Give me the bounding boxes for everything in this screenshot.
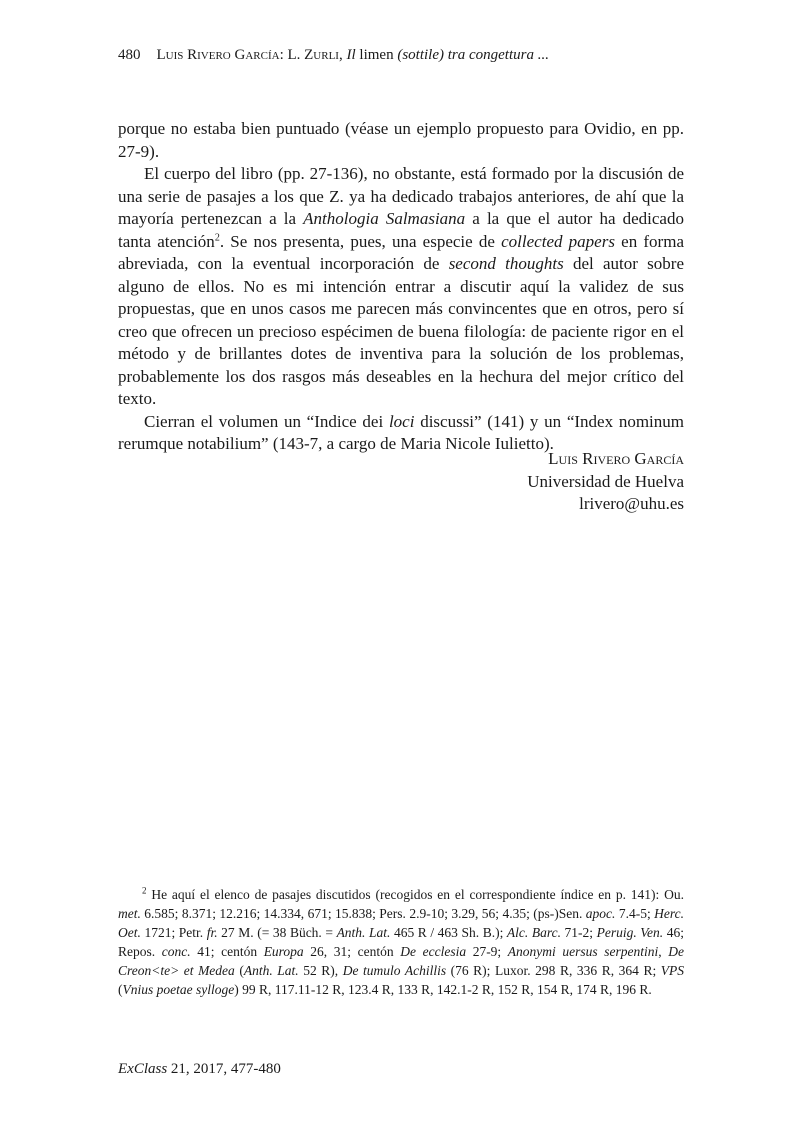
text-run: 41; centón [190,944,264,959]
signature-name: Luis Rivero García [548,449,684,468]
text-run: 6.585; 8.371; 12.216; 14.334, 671; 15.838; Pers. 2.9-10; 3.29, 56; 4.35; (ps-)Sen. [140,906,586,921]
text-run: , [658,944,669,959]
italic-ref: fr. [206,925,218,940]
footnote-marker: 2 [142,885,147,896]
italic-ref: Anth. Lat. [243,963,299,978]
signature-institution: Universidad de Huelva [527,471,684,491]
italic-ref: met. [118,906,141,921]
page-number: 480 [118,47,141,63]
text-run: 46; Repos. [118,925,684,959]
text-run: Cierran el volumen un “Indice dei [144,411,389,431]
paragraph-1 [118,118,684,163]
footnote-2 [118,885,684,999]
text-run: 27-9; [466,944,508,959]
text-run: ( [234,963,244,978]
text-run: a la que el autor ha dedicado tanta atención [118,209,684,251]
italic-title: Anthologia Salmasiana [303,209,466,228]
italic-ref: De tumulo Achillis [342,963,447,978]
text-run: . Se nos presenta, pues, una especie de [219,231,502,251]
text-run: ) 99 R, 117.11-12 R, 123.4 R, 133 R, 142.1-2 R, 152 R, 154 R, 174 R, 196 R. [234,982,652,997]
text-run: porque no estaba bien puntuado (véase un ejemplo propuesto para Ovidio, en pp. 27-9). [118,119,684,161]
footnote-reference[interactable]: 2 [214,231,220,243]
header-reviewed-author: L. Zurli [287,47,339,63]
text-run: 7.4-5; [615,906,655,921]
italic-ref: De ecclesia [400,944,467,959]
italic-ref: apoc. [585,906,616,921]
text-run: del autor sobre alguno de ellos. No es mi intención entrar a discutir aquí la validez de sus propuestas, que en unos casos me parecen más convincentes que en otros, pero sí creo que ofrecen un precioso espécimen de buena filología: de paciente rigor en el método y de brillantes dotes de inventiva para la solución de los problemas, probablemente los dos rasgos más deseables en la hechura del mejor crítico del texto. [118,254,684,408]
italic-phrase: collected papers [501,231,615,251]
header-title-word: limen [359,47,394,63]
text-run: discussi” (141) y un “Index nominum rerumque notabilium” (143-7, a cargo de Maria Nicole Iulietto). [118,411,684,453]
italic-ref: Peruig. Ven. [596,925,664,940]
journal-citation: 21, 2017, 477-480 [167,1061,281,1077]
journal-name: ExClass [118,1061,168,1077]
text-run: en forma abreviada, con la eventual incorporación de [118,231,684,273]
signature-email[interactable]: lrivero@uhu.es [579,494,684,513]
italic-word: loci [388,411,415,431]
text-run: 52 R), [298,963,343,978]
italic-ref: Anth. Lat. [336,925,391,940]
header-title-italic: Il [346,47,356,63]
italic-phrase: second thoughts [448,254,564,273]
text-run: (76 R); Luxor. 298 R, 336 R, 364 R; [446,963,661,978]
italic-ref: conc. [161,944,191,959]
text-run: He aquí el elenco de pasajes discutidos (recogidos en el correspondiente índice en p. 141): Ou. [146,887,684,902]
text-run: 26, 31; centón [303,944,401,959]
footnote [118,885,684,999]
header-title-tail: (sottile) tra congettura ... [397,47,549,63]
body-text [118,118,684,456]
italic-ref: De Creon<te> et Medea [118,944,685,978]
italic-ref: Herc. Oet. [118,906,685,940]
text-run: ( [118,982,123,997]
italic-ref: Vnius poetae sylloge [122,982,235,997]
running-head: 480 Luis Rivero García: L. Zurli, Il limen (sottile) tra congettura ... [118,47,549,63]
italic-ref: Anonymi uersus serpentini [507,944,659,959]
header-author: Luis Rivero García [156,47,280,63]
italic-ref: VPS [660,963,685,978]
page-footer [118,1061,281,1078]
text-run: 27 M. (= 38 Büch. = [217,925,337,940]
text-run: 1721; Petr. [140,925,207,940]
signature-block [527,448,684,516]
paragraph-2 [118,163,684,411]
header-separator: : [279,47,288,63]
text-run: 465 R / 463 Sh. B.); [390,925,507,940]
italic-ref: Europa [263,944,304,959]
italic-ref: Alc. Barc. [506,925,561,940]
text-run: El cuerpo del libro (pp. 27-136), no obstante, está formado por la discusión de una serie de pasajes a los que Z. ya ha dedicado trabajos anteriores, de ahí que la mayoría pertenezcan a la [118,164,684,228]
text-run: 71-2; [560,925,597,940]
